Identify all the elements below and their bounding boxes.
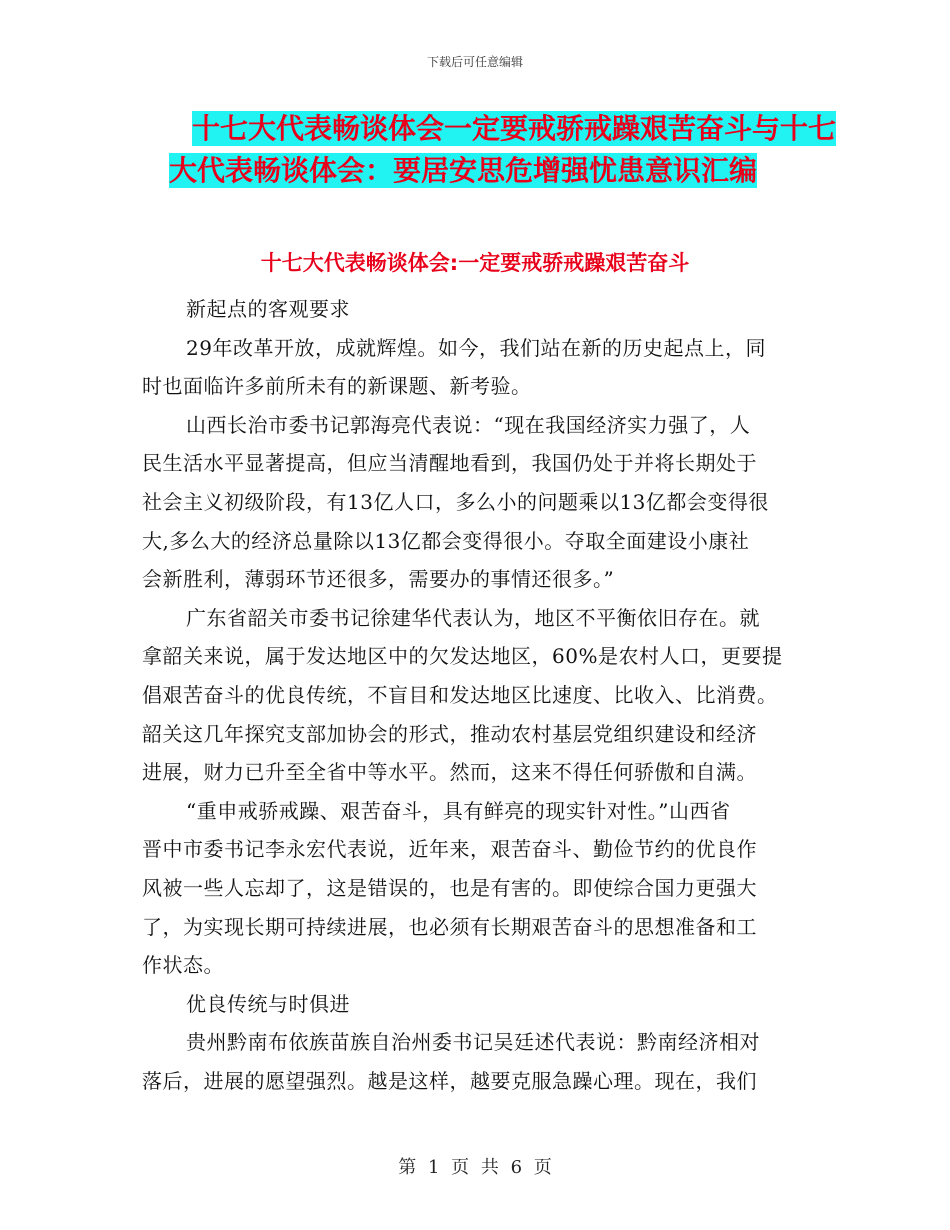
body-line: 山西长治市委书记郭海亮代表说：“现在我国经济实力强了，人 [186, 412, 751, 437]
body-line: 社会主义初级阶段，有13亿人口，多么小的问题乘以13亿都会变得很 [142, 489, 769, 514]
body-line: 了，为实现长期可持续进展，也必须有长期艰苦奋斗的思想准备和工 [142, 914, 757, 939]
section-heading: 十七大代表畅谈体会:一定要戒骄戒躁艰苦奋斗 [260, 251, 690, 275]
body-line: 会新胜利，薄弱环节还很多，需要办的事情还很多。” [142, 567, 615, 592]
body-line: 韶关这几年探究支部加协会的形式，推动农村基层党组织建设和经济 [142, 721, 757, 746]
title-line-1-text: 十七大代表畅谈体会一定要戒骄戒躁艰苦奋斗与十七 [192, 112, 837, 145]
page-header-note: 下载后可任意编辑 [426, 55, 523, 69]
body-line: 新起点的客观要求 [186, 297, 350, 321]
body-line: “重申戒骄戒躁、艰苦奋斗，具有鲜亮的现实针对性。”山西省 [186, 798, 731, 823]
title-line-1 [0, 108, 950, 150]
body-line: 拿韶关来说，属于发达地区中的欠发达地区，60%是农村人口，更要提 [142, 644, 783, 669]
body-line: 大,多么大的经济总量除以13亿都会变得很小。夺取全面建设小康社 [142, 528, 750, 553]
body-line: 倡艰苦奋斗的优良传统，不盲目和发达地区比速度、比收入、比消费。 [142, 682, 778, 707]
body-line: 落后，进展的愿望强烈。越是这样，越要克服急躁心理。现在，我们 [142, 1068, 757, 1093]
body-line: 晋中市委书记李永宏代表说，近年来，艰苦奋斗、勤俭节约的优良作 [142, 837, 757, 862]
body-line: 风被一些人忘却了，这是错误的，也是有害的。即使综合国力更强大 [142, 875, 757, 900]
title-line-2-text: 大代表畅谈体会：要居安思危增强忧患意识汇编 [169, 154, 758, 187]
body-text [142, 290, 812, 1100]
body-line: 29年改革开放，成就辉煌。如今，我们站在新的历史起点上，同 [186, 335, 766, 360]
body-line: 贵州黔南布依族苗族自治州委书记吴廷述代表说：黔南经济相对 [186, 1030, 760, 1055]
document-title [0, 108, 950, 192]
body-line: 优良传统与时俱进 [186, 991, 350, 1016]
body-line: 民生活水平显著提高，但应当清醒地看到，我国仍处于并将长期处于 [142, 451, 757, 476]
title-line-2 [0, 150, 950, 192]
body-line: 时也面临许多前所未有的新课题、新考验。 [142, 374, 532, 399]
page-number: 第 1 页 共 6 页 [398, 1157, 552, 1178]
body-line: 进展，财力已升至全省中等水平。然而，这来不得任何骄傲和自满。 [142, 760, 757, 785]
body-line: 作状态。 [142, 953, 224, 978]
body-line: 广东省韶关市委书记徐建华代表认为，地区不平衡依旧存在。就 [186, 605, 760, 630]
